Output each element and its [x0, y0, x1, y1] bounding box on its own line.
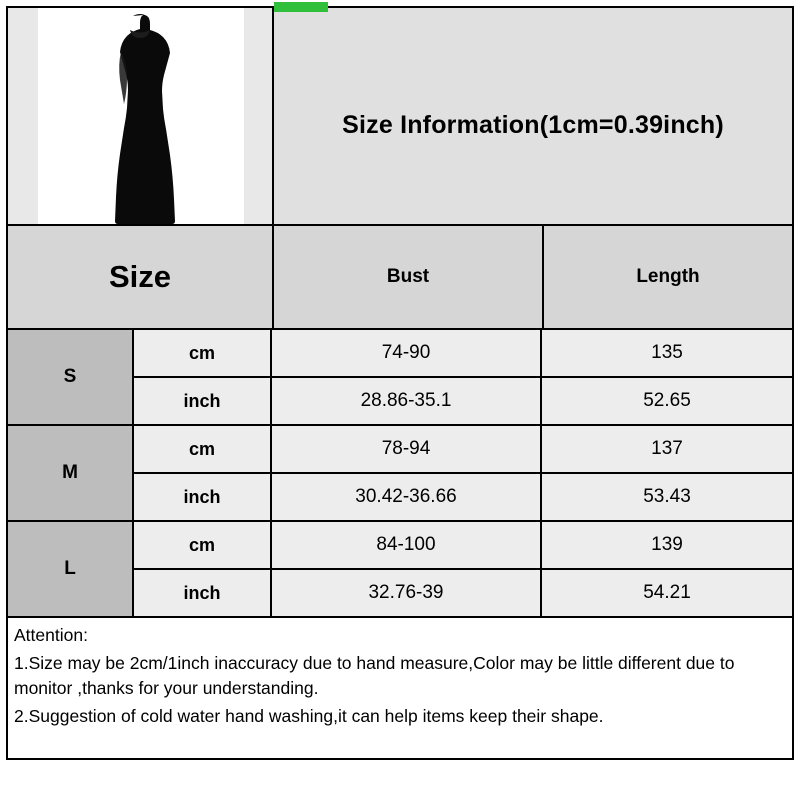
black-sleeveless-bodycon-dress-icon: [85, 12, 195, 224]
size-rows-s: [134, 330, 792, 424]
size-label-m: M: [8, 426, 134, 520]
table-header-row: [8, 224, 792, 328]
size-label-l: L: [8, 522, 134, 616]
length-value-cm: 135: [542, 330, 792, 376]
title-cell: [274, 8, 792, 224]
unit-cell-cm: cm: [134, 426, 272, 472]
column-header-bust: Bust: [274, 226, 544, 328]
bust-value-inch: 28.86-35.1: [272, 378, 542, 424]
green-accent-tab: [274, 2, 328, 12]
size-rows-m: [134, 426, 792, 520]
chart-border: [6, 6, 794, 760]
length-value-inch: 52.65: [542, 378, 792, 424]
bust-value-cm: 84-100: [272, 522, 542, 568]
column-header-size: Size: [8, 226, 274, 328]
size-label-s: S: [8, 330, 134, 424]
length-value-cm: 137: [542, 426, 792, 472]
unit-cell-inch: inch: [134, 378, 272, 424]
top-row: [8, 8, 792, 224]
product-image-cell: [8, 8, 274, 224]
attention-heading: Attention:: [14, 625, 88, 645]
unit-row-cm: [134, 330, 792, 376]
table-body: [8, 328, 792, 616]
column-header-length: Length: [544, 226, 792, 328]
unit-cell-inch: inch: [134, 474, 272, 520]
attention-section: [8, 616, 792, 758]
size-rows-l: [134, 522, 792, 616]
attention-line-1: 1.Size may be 2cm/1inch inaccuracy due to hand measure,Color may be little different due to monitor ,thanks for your understanding.: [14, 652, 735, 698]
bust-value-inch: 32.76-39: [272, 570, 542, 616]
table-row: [8, 424, 792, 520]
unit-row-inch: [134, 472, 792, 520]
unit-row-cm: [134, 426, 792, 472]
attention-line-2: 2.Suggestion of cold water hand washing,it can help items keep their shape.: [14, 705, 604, 726]
length-value-inch: 54.21: [542, 570, 792, 616]
unit-cell-cm: cm: [134, 522, 272, 568]
unit-cell-inch: inch: [134, 570, 272, 616]
table-row: [8, 328, 792, 424]
bust-value-cm: 74-90: [272, 330, 542, 376]
table-row: [8, 520, 792, 616]
unit-row-cm: [134, 522, 792, 568]
bust-value-inch: 30.42-36.66: [272, 474, 542, 520]
unit-row-inch: [134, 568, 792, 616]
page-title: Size Information(1cm=0.39inch): [342, 110, 724, 139]
length-value-inch: 53.43: [542, 474, 792, 520]
unit-cell-cm: cm: [134, 330, 272, 376]
length-value-cm: 139: [542, 522, 792, 568]
bust-value-cm: 78-94: [272, 426, 542, 472]
unit-row-inch: [134, 376, 792, 424]
